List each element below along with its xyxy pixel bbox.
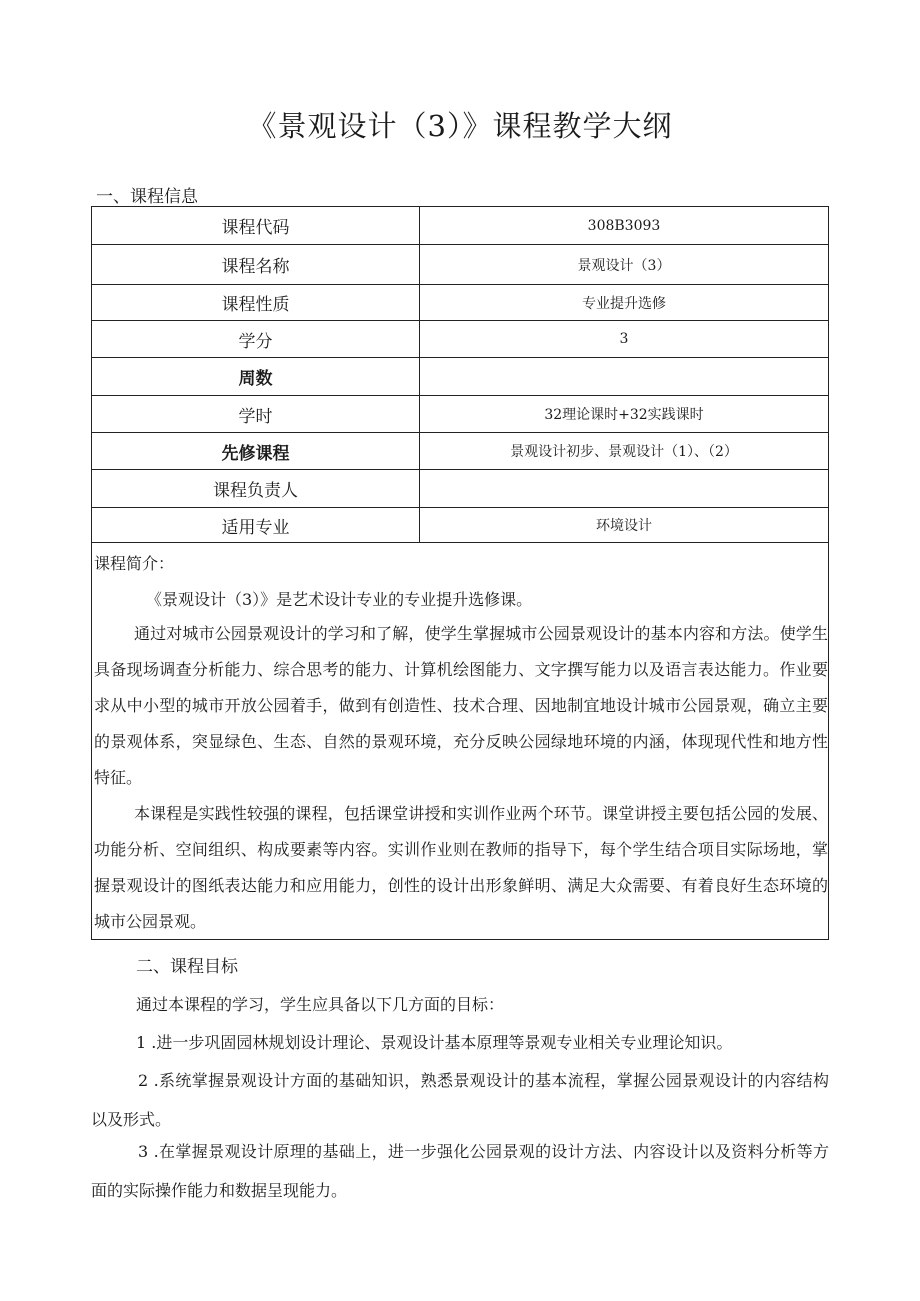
intro-label: 课程简介： [94, 554, 175, 573]
info-value: 32理论课时+32实践课时 [420, 396, 829, 433]
table-row [92, 470, 829, 508]
table-row [92, 433, 829, 470]
page-title: 《景观设计（3）》课程教学大纲 [247, 109, 673, 143]
info-label: 课程性质 [92, 285, 420, 321]
goal-item: 3 .在掌握景观设计原理的基础上，进一步强化公园景观的设计方法、内容设计以及资料分析等方面的实际操作能力和数据呈现能力。 [91, 1142, 829, 1200]
table-row [92, 396, 829, 433]
info-value: 3 [420, 321, 829, 358]
info-value: 308B3093 [420, 207, 829, 245]
goal-item: 1 .进一步巩固园林规划设计理论、景观设计基本原理等景观专业相关专业理论知识。 [136, 1033, 733, 1052]
intro-paragraph: 《景观设计（3）》是艺术设计专业的专业提升选修课。 [146, 590, 533, 609]
goals-lead: 通过本课程的学习，学生应具备以下几方面的目标： [136, 995, 505, 1014]
table-row [92, 321, 829, 358]
course-intro-box [91, 540, 829, 940]
goal-item: 2 .系统掌握景观设计方面的基础知识，熟悉景观设计的基本流程，掌握公园景观设计的内容结构以及形式。 [91, 1071, 829, 1129]
info-label: 学分 [92, 321, 420, 358]
info-value [420, 358, 829, 396]
info-value: 环境设计 [420, 508, 829, 543]
info-label: 周数 [92, 358, 420, 396]
info-value [420, 470, 829, 508]
info-value: 专业提升选修 [420, 285, 829, 321]
intro-paragraph: 通过对城市公园景观设计的学习和了解，使学生掌握城市公园景观设计的基本内容和方法。使学生具备现场调查分析能力、综合思考的能力、计算机绘图能力、文字撰写能力以及语言表达能力。作业要求从中小型的城市开放公园着手，做到有创造性、技术合理、因地制宜地设计城市公园景观，确立主要的景观体系，突显绿色、生态、自然的景观环境，充分反映公园绿地环境的内涵，体现现代性和地方性特征。 [94, 624, 828, 787]
info-label: 先修课程 [92, 433, 420, 470]
info-label: 学时 [92, 396, 420, 433]
table-row [92, 358, 829, 396]
course-info-table [91, 206, 829, 543]
section-heading-course-goals: 二、课程目标 [136, 957, 238, 977]
info-label: 课程代码 [92, 207, 420, 245]
intro-paragraph: 本课程是实践性较强的课程，包括课堂讲授和实训作业两个环节。课堂讲授主要包括公园的发展、功能分析、空间组织、构成要素等内容。实训作业则在教师的指导下，每个学生结合项目实际场地，掌握景观设计的图纸表达能力和应用能力，创性的设计出形象鲜明、满足大众需要、有着良好生态环境的城市公园景观。 [94, 804, 828, 931]
info-value: 景观设计初步、景观设计（1）、（2） [420, 433, 829, 470]
section-heading-course-info: 一、课程信息 [96, 187, 198, 207]
table-row [92, 508, 829, 543]
table-row [92, 285, 829, 321]
table-row [92, 207, 829, 245]
table-row [92, 245, 829, 285]
info-value: 景观设计（3） [420, 245, 829, 285]
info-label: 课程负责人 [92, 470, 420, 508]
info-label: 课程名称 [92, 245, 420, 285]
info-label: 适用专业 [92, 508, 420, 543]
